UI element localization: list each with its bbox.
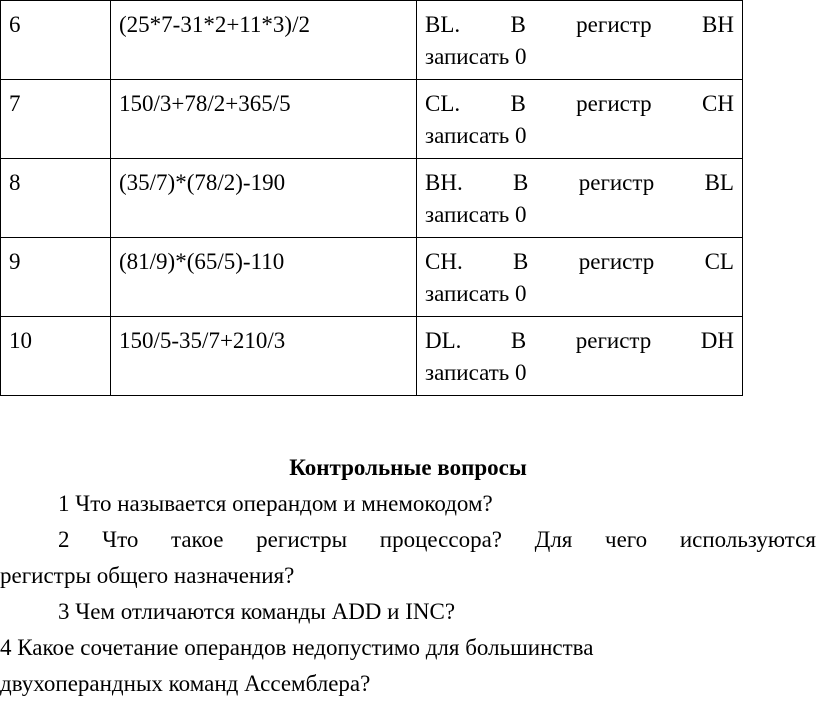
row-register-instruction (417, 317, 743, 396)
word-v: В (513, 249, 529, 274)
row-register-instruction (417, 1, 743, 80)
target-register: BL (704, 170, 734, 195)
question-4-line-2: двухоперандных команд Ассемблера? (0, 671, 371, 696)
row-expression: (35/7)*(78/2)-190 (111, 159, 417, 238)
row-expression: 150/3+78/2+365/5 (111, 80, 417, 159)
word-v: В (510, 12, 526, 37)
q2-word: Что (102, 527, 139, 552)
word-register: регистр (576, 91, 652, 116)
table-row (1, 317, 743, 396)
source-register: BH. (425, 170, 463, 195)
question-4-line-1: 4 Какое сочетание операндов недопустимо для большинства (0, 635, 594, 660)
row-number: 10 (1, 317, 111, 396)
word-v: В (513, 170, 529, 195)
source-register: DL. (425, 328, 462, 353)
q2-word: 2 (58, 527, 70, 552)
q2-word: Для (534, 527, 573, 552)
word-register: регистр (578, 249, 655, 274)
row-number: 6 (1, 1, 111, 80)
table-row (1, 80, 743, 159)
row-expression: 150/5-35/7+210/3 (111, 317, 417, 396)
instruction-tail: записать 0 (425, 281, 527, 306)
word-register: регистр (578, 170, 655, 195)
word-register: регистр (576, 12, 652, 37)
instruction-tail: записать 0 (425, 44, 527, 69)
question-2-line-2: регистры общего назначения? (0, 563, 295, 588)
word-v: В (510, 328, 527, 353)
row-expression: (81/9)*(65/5)-110 (111, 238, 417, 317)
row-number: 8 (1, 159, 111, 238)
instruction-tail: записать 0 (425, 123, 527, 148)
source-register: BL. (425, 12, 461, 37)
q2-word: такое (170, 527, 224, 552)
word-v: В (510, 91, 526, 116)
source-register: CL. (425, 91, 461, 116)
instruction-tail: записать 0 (425, 360, 527, 385)
row-register-instruction (417, 238, 743, 317)
row-number: 9 (1, 238, 111, 317)
target-register: CL (704, 249, 734, 274)
word-register: регистр (575, 328, 652, 353)
row-number: 7 (1, 80, 111, 159)
row-register-instruction (417, 80, 743, 159)
section-heading: Контрольные вопросы (289, 455, 527, 480)
table-row (1, 1, 743, 80)
q2-word: чего (605, 527, 648, 552)
question-2-line-1 (0, 522, 816, 558)
row-expression: (25*7-31*2+11*3)/2 (111, 1, 417, 80)
row-register-instruction (417, 159, 743, 238)
q2-word: регистры (256, 527, 348, 552)
question-3: 3 Чем отличаются команды ADD и INC? (58, 599, 456, 624)
table-row (1, 159, 743, 238)
q2-word: используются (679, 527, 816, 552)
target-register: BH (702, 12, 734, 37)
q2-word: процессора? (379, 527, 502, 552)
instruction-tail: записать 0 (425, 202, 527, 227)
source-register: CH. (425, 249, 463, 274)
target-register: DH (700, 328, 734, 353)
table-row (1, 238, 743, 317)
control-questions (0, 450, 816, 702)
target-register: CH (702, 91, 734, 116)
question-1: 1 Что называется операндом и мнемокодом? (58, 491, 493, 516)
